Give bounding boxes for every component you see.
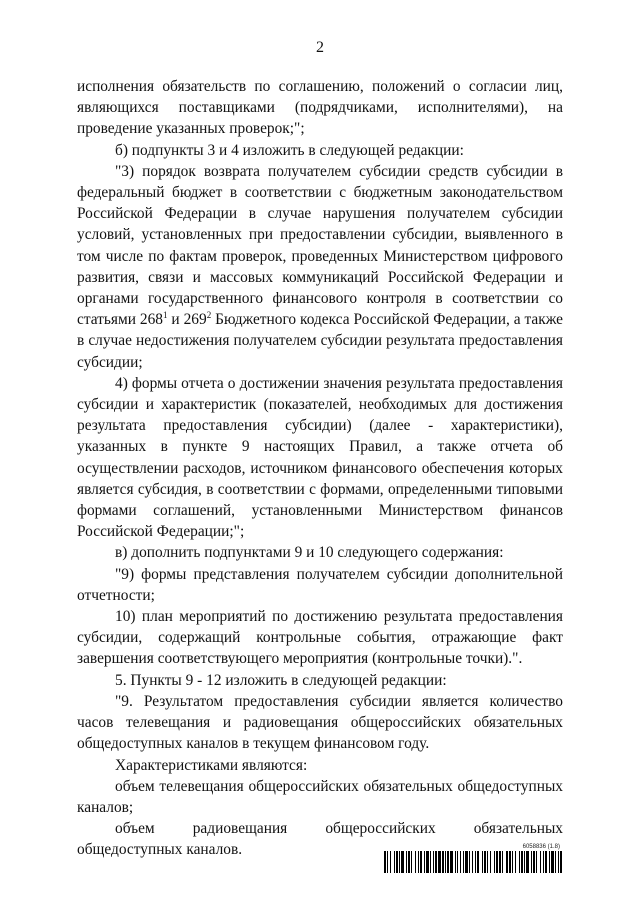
barcode-label: 6058836 (1.8) bbox=[522, 844, 560, 850]
barcode-bar bbox=[496, 851, 498, 873]
barcode-bar bbox=[433, 851, 434, 873]
paragraph-continuation: исполнения обязательств по соглашению, положений о согласии лиц, являющихся поставщиками (подрядчиками, исполнителями), на проведение указанных проверок;"; bbox=[77, 78, 563, 138]
paragraph-item-9: "9) формы представления получателем субсидии дополнительной отчетности; bbox=[77, 565, 563, 604]
paragraph-item-10: 10) план мероприятий по достижению результата предоставления субсидии, содержащий контрольные события, отражающие факт завершения соответствующего мероприятия (контрольные точки).". bbox=[77, 608, 563, 668]
barcode-bar bbox=[457, 851, 458, 873]
barcode-bar bbox=[526, 851, 529, 873]
barcode-bar bbox=[460, 851, 461, 873]
barcode-bar bbox=[512, 851, 513, 873]
paragraph-characteristics: Характеристиками являются: bbox=[115, 756, 308, 774]
barcode-bar bbox=[475, 851, 476, 873]
paragraph-item-4: 4) формы отчета о достижении значения результата предоставления субсидии и характеристик (показателей, необходимых для достижения результата предоставления субсидии) (далее - характеристики), указанных в пункте 9 настоящих Правил, а также отчета об осуществлении расходов, источником финансового обеспечения которых является субсидия, в соответствии с формами, определенными типовыми формами соглашений, установленными Министерством финансов Российской Федерации;"; bbox=[77, 374, 563, 541]
barcode-bar bbox=[555, 851, 556, 873]
paragraph-item-3 bbox=[77, 161, 563, 373]
paragraph-point-5: 5. Пункты 9 - 12 изложить в следующей редакции: bbox=[115, 671, 447, 689]
barcode-bar bbox=[469, 851, 470, 873]
barcode-bar bbox=[399, 851, 400, 873]
barcode-bar bbox=[463, 851, 464, 873]
barcode-bar bbox=[490, 851, 491, 873]
barcode-bar bbox=[438, 851, 441, 873]
barcode-bar bbox=[447, 851, 449, 873]
barcode-bar bbox=[394, 851, 395, 873]
barcode-bar bbox=[435, 851, 437, 873]
barcode-bar bbox=[418, 851, 419, 873]
barcode-bar bbox=[484, 851, 486, 873]
barcode-bar bbox=[494, 851, 495, 873]
barcode-bar bbox=[506, 851, 508, 873]
barcode-bar bbox=[531, 851, 532, 873]
barcode-bar bbox=[524, 851, 525, 873]
barcode-bar bbox=[387, 851, 388, 873]
barcode-bar bbox=[519, 851, 520, 873]
paragraph-tv-volume: объем телевещания общероссийских обязательных общедоступных каналов; bbox=[77, 777, 563, 816]
barcode-bar bbox=[465, 851, 468, 873]
barcode-bar bbox=[442, 851, 444, 873]
barcode-bar bbox=[549, 851, 550, 873]
barcode-bar bbox=[551, 851, 554, 873]
barcode-bar bbox=[487, 851, 488, 873]
barcode-bar bbox=[560, 851, 562, 873]
page-number: 2 bbox=[316, 39, 324, 56]
barcode-bar bbox=[482, 851, 483, 873]
barcode-bar bbox=[545, 851, 547, 873]
barcode-bar bbox=[411, 851, 412, 873]
barcode-bar bbox=[420, 851, 422, 873]
item-3-tail: Бюджетного кодекса Российской Федерации, а также в случае недостижения получателем субсидии результата предоставления субсидии; bbox=[77, 311, 563, 371]
superscript-2: 2 bbox=[206, 310, 212, 321]
barcode-bar bbox=[455, 851, 456, 873]
barcode-block bbox=[384, 843, 562, 873]
barcode-bar bbox=[558, 851, 559, 873]
paragraph-point-9-result: "9. Результатом предоставления субсидии является количество часов телевещания и радиовещания общероссийских обязательных общедоступных каналов в текущем финансовом году. bbox=[77, 692, 563, 753]
barcode-bar bbox=[426, 851, 429, 873]
barcode-bar bbox=[408, 851, 410, 873]
barcode-bar bbox=[445, 851, 446, 873]
barcode-bar bbox=[540, 851, 541, 873]
barcode-bar bbox=[536, 851, 537, 873]
barcode-bar bbox=[424, 851, 425, 873]
barcode-bar bbox=[543, 851, 544, 873]
barcode-bar bbox=[384, 851, 386, 873]
barcode-bar bbox=[477, 851, 479, 873]
barcode-bar bbox=[415, 851, 416, 873]
barcode-image bbox=[384, 851, 562, 873]
barcode-bar bbox=[401, 851, 404, 873]
barcode-bar bbox=[450, 851, 453, 873]
barcode-bar bbox=[396, 851, 398, 873]
barcode-bar bbox=[509, 851, 511, 873]
barcode-bar bbox=[521, 851, 523, 873]
item-3-text: "3) порядок возврата получателем субсидии средств субсидии в федеральный бюджет в соответствии с бюджетным законодательством Российской Федерации в случае нарушения получателем субсидии условий, установленных при предоставлении субсидии, выявленного в том числе по фактам проверок, проведенных Министерством цифрового развития, связи и массовых коммуникаций Российской Федерации и органами государственного финансового контроля в соответствии со статьями 268 bbox=[77, 162, 563, 329]
paragraph-radio-volume: объем радиовещания общероссийских обязательных общедоступных каналов. bbox=[77, 820, 563, 859]
barcode-bar bbox=[406, 851, 407, 873]
superscript-1: 1 bbox=[163, 310, 168, 321]
paragraph-subitem-b: б) подпункты 3 и 4 изложить в следующей редакции: bbox=[115, 141, 464, 159]
paragraph-subitem-v: в) дополнить подпунктами 9 и 10 следующего содержания: bbox=[115, 544, 504, 562]
barcode-bar bbox=[515, 851, 516, 873]
document-body bbox=[77, 76, 563, 861]
barcode-bar bbox=[390, 851, 391, 873]
barcode-bar bbox=[472, 851, 473, 873]
barcode-bar bbox=[502, 851, 503, 873]
item-3-mid: и 269 bbox=[167, 311, 207, 329]
barcode-bar bbox=[430, 851, 431, 873]
barcode-bar bbox=[533, 851, 535, 873]
barcode-bar bbox=[499, 851, 501, 873]
